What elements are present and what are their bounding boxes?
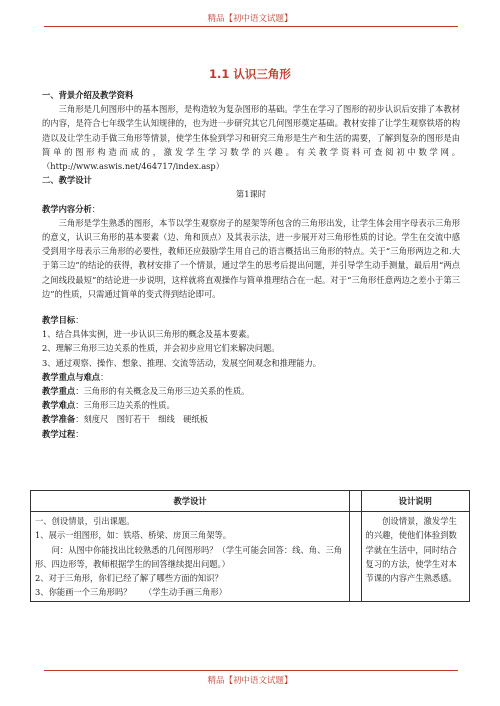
keypoints-colon: ： bbox=[100, 371, 109, 382]
design-line: 问：从图中你能找出比较熟悉的几何图形吗？（学生可能会回答：线、角、三角形、四边形等，教师根据学生的回答继续提出问题。） bbox=[35, 544, 342, 569]
table-header-row bbox=[31, 491, 470, 512]
design-cell bbox=[31, 512, 350, 602]
focus-label: 教学重点 bbox=[42, 386, 76, 397]
page-footer: 精品【初中语文试题】 bbox=[207, 676, 293, 686]
focus-line bbox=[42, 384, 460, 398]
lesson-plan-table bbox=[30, 490, 470, 602]
goals-heading bbox=[42, 313, 460, 327]
table-header-notes: 设计说明 bbox=[361, 491, 469, 512]
prep-label: 教学准备 bbox=[42, 414, 76, 425]
notes-cell bbox=[361, 512, 469, 602]
goal-item: 1、结合具体实例，进一步认识三角形的概念及基本要素。 bbox=[42, 329, 255, 340]
section-heading-background: 一、背景介绍及教学资料 bbox=[42, 90, 134, 100]
analysis-paragraph: 三角形是学生熟悉的图形，本节以学生观察房子的屋架等所包含的三角形出发，让学生体会用字母表示三角形的意义，认识三角形的基本要素（边、角和顶点）及其表示法，进一步展开对三角形性质的讨论。学生在交流中感受到用字母表示三角形的必要性，教师还应鼓励学生用自己的语言概括出三角形的特点。关于“三角形两边之和.大于第三边”的结论的获得，教材安排了一个情景，通过学生的思考后提出问题，并引导学生动手测量，最后用“两点之间线段最短”的结论进一步说明，这样就将直观操作与简单推理结合在一起。对于“三角形任意两边之差小于第三边”的性质，只需通过简单的变式得到结论即可。 bbox=[42, 217, 460, 299]
process-label: 教学过程 bbox=[42, 428, 76, 439]
goal-item: 2、理解三角形三边关系的性质，并会初步应用它们来解决问题。 bbox=[42, 343, 280, 354]
prep-text: ：刻度尺 图钉若干 细线 硬纸板 bbox=[75, 414, 208, 425]
table-header-spacer bbox=[350, 491, 361, 512]
difficulty-line bbox=[42, 398, 460, 412]
prep-line bbox=[42, 412, 460, 426]
spacer bbox=[42, 301, 460, 313]
table-row bbox=[31, 512, 470, 602]
document-body bbox=[42, 88, 460, 441]
process-heading bbox=[42, 427, 460, 441]
section-heading-design: 二、教学设计 bbox=[42, 175, 92, 186]
keypoints-label: 教学重点与难点 bbox=[42, 371, 101, 382]
document-title: 1.1 认识三角形 bbox=[209, 67, 291, 81]
page-header: 精品【初中语文试题】 bbox=[207, 14, 293, 24]
spacer-cell bbox=[350, 512, 361, 602]
keypoints-heading bbox=[42, 370, 460, 384]
header-divider bbox=[44, 26, 458, 27]
goals-label: 教学目标 bbox=[42, 315, 76, 326]
design-line: 一、创设情景，引出课题。 bbox=[35, 516, 135, 527]
analysis-label: 教学内容分析 bbox=[42, 203, 92, 214]
focus-text: ：三角形的有关概念及三角形三边关系的性质。 bbox=[75, 386, 250, 397]
difficulty-text: ：三角形三边关系的性质。 bbox=[75, 400, 175, 411]
analysis-colon: ： bbox=[91, 203, 101, 214]
footer-divider bbox=[44, 670, 458, 671]
analysis-heading bbox=[42, 202, 460, 216]
table-header-design: 教学设计 bbox=[31, 491, 350, 512]
design-note: 创设情景，激发学生的兴趣，使他们体验到数学就在生活中，同时结合复习的方法，使学生对本节课的内容产生熟悉感。 bbox=[365, 516, 457, 584]
design-line: 3、你能画一个三角形吗？ （学生动手画三角形） bbox=[35, 587, 227, 598]
design-line: 2、对于三角形，你们已经了解了哪些方面的知识？ bbox=[35, 573, 223, 584]
process-colon: ： bbox=[75, 428, 84, 439]
difficulty-label: 教学难点 bbox=[42, 400, 76, 411]
design-line: 1、展示一组图形，如：铁塔、桥梁、房顶三角架等。 bbox=[35, 530, 232, 541]
lesson-number: 第1课时 bbox=[235, 189, 267, 200]
goals-colon: ： bbox=[75, 315, 84, 326]
goal-item: 3、通过观察、操作、想象、推理、交流等活动，发展空间观念和推理能力。 bbox=[42, 357, 322, 368]
background-paragraph: 三角形是几何图形中的基本图形，是构造较为复杂图形的基础。学生在学习了图形的初步认识后安排了本教材的内容，是符合七年级学生认知规律的，也为进一步研究其它几何图形奠定基础。教材安排了让学生观察铁塔的构造以及让学生动手做三角形等情景，使学生体验到学习和研究三角形是生产和生活的需要，了解到复杂的图形是由简单的图形构造而成的，激发学生学习数学的兴趣。有关教学资料可查阅初中数学网。（http://www.aswis.net/464717/index.asp） bbox=[42, 104, 460, 172]
